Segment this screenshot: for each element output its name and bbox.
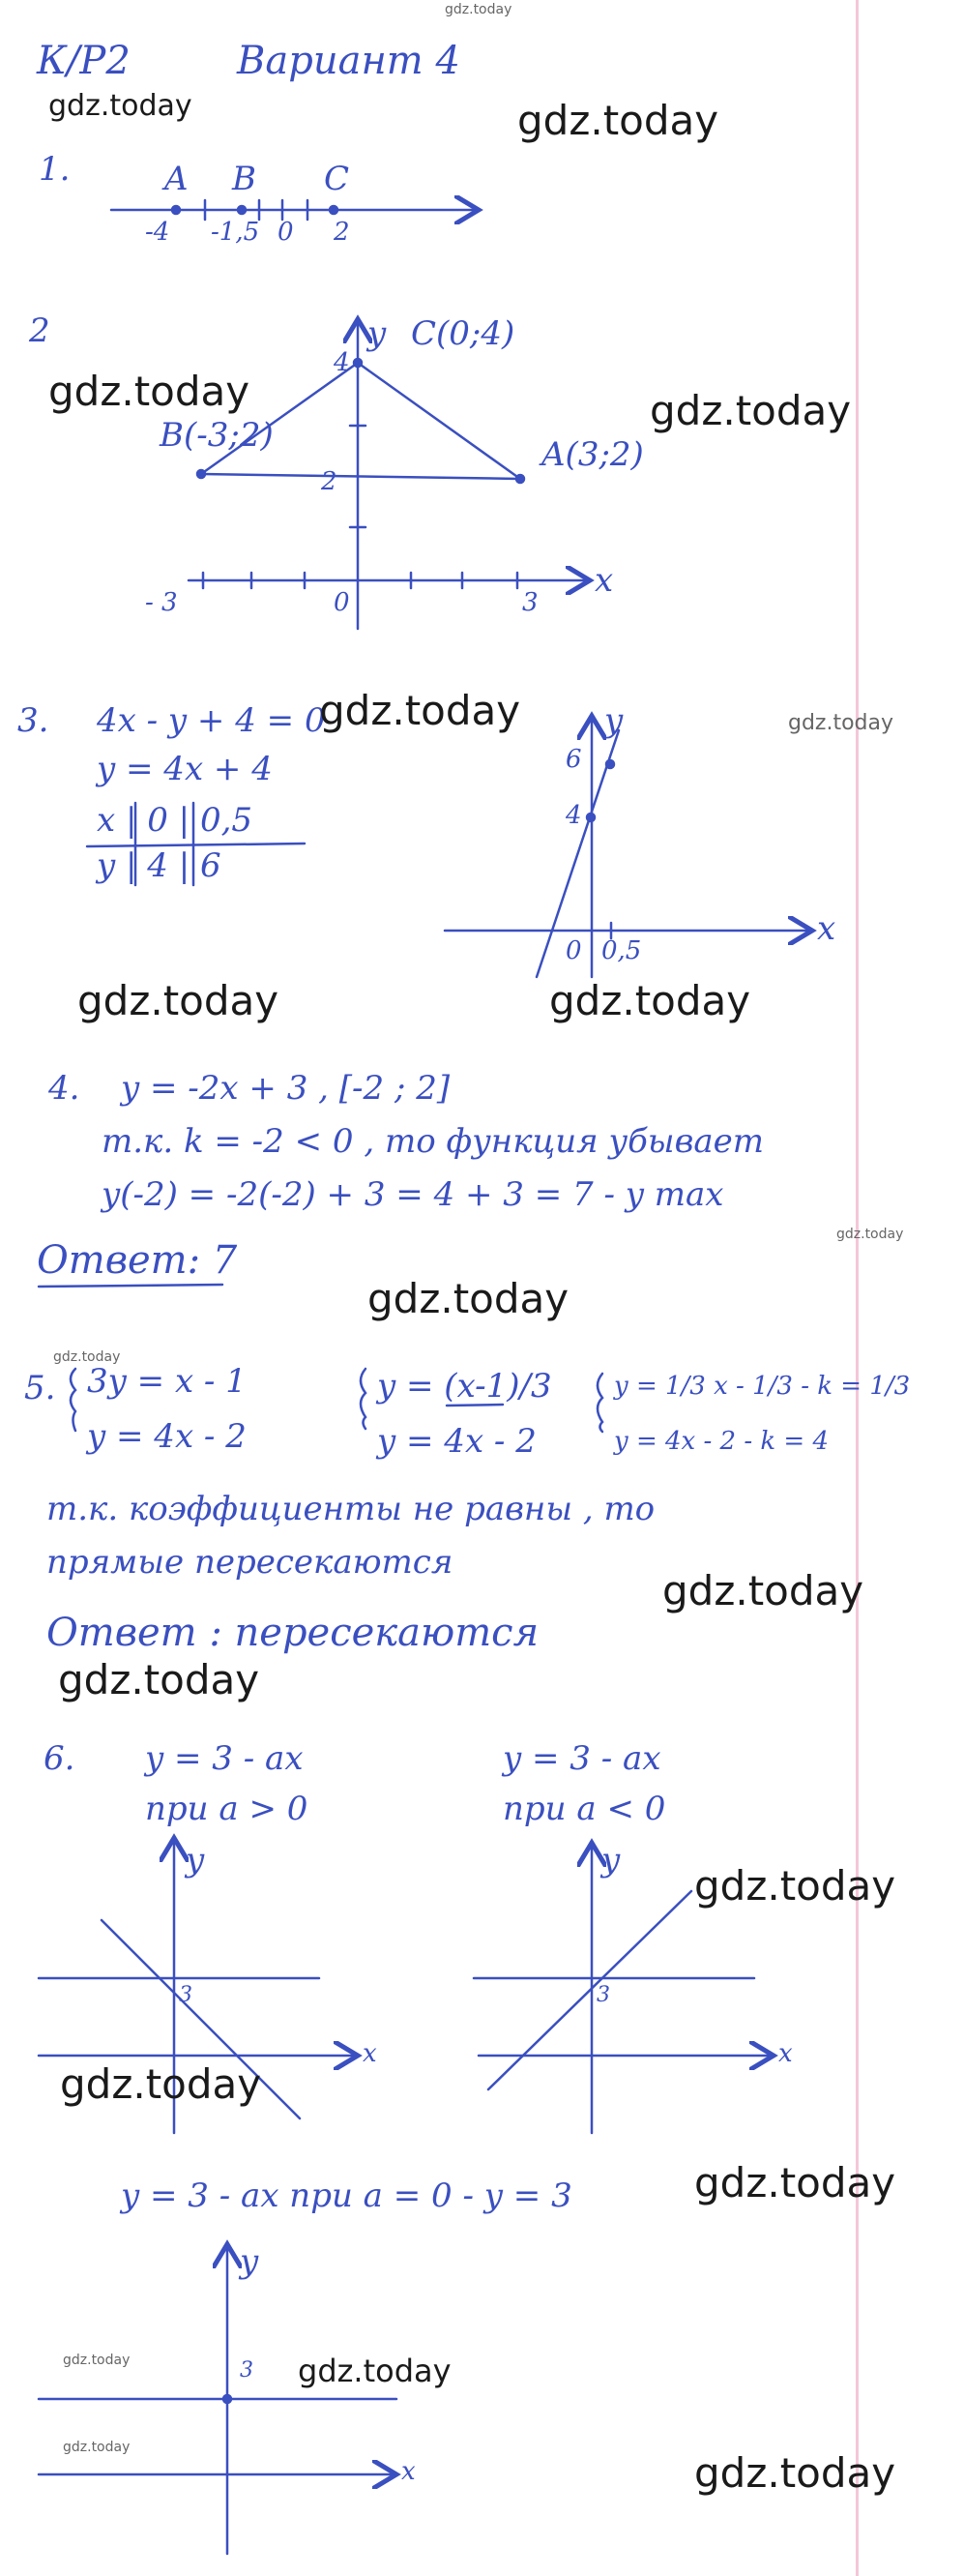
task1-point-b-label: B — [232, 160, 256, 198]
task4-answer: Ответ: 7 — [37, 1238, 238, 1283]
task1-point-c — [330, 206, 337, 214]
task6-right-y-axis-label: y — [601, 1841, 621, 1880]
task3-equation: 4x - y + 4 = 0 — [97, 701, 326, 740]
watermark: gdz.today — [58, 1656, 260, 1703]
task5-line-1: т.к. коэффициенты не равны , то — [46, 1490, 656, 1528]
task1-tick-0: 0 — [278, 218, 294, 247]
watermark: gdz.today — [77, 977, 279, 1024]
task3-tick-0: 0 — [566, 936, 582, 965]
task5-system-2b: y = 4x - 2 — [377, 1422, 537, 1461]
task1-tick-minus4: -4 — [145, 218, 170, 247]
task2-point-b-label: B(-3;2) — [160, 416, 274, 455]
task6-bottom-equation: y = 3 - ax при a = 0 - y = 3 — [121, 2176, 572, 2215]
task3-x-axis-label: x — [817, 909, 836, 948]
task5-system-3b: y = 4x - 2 - k = 4 — [614, 1427, 829, 1456]
task2-tick-3: 3 — [522, 588, 539, 617]
watermark: gdz.today — [650, 387, 852, 434]
task5-line-2: прямые пересекаются — [46, 1543, 453, 1582]
task6-right-equation: y = 3 - ax — [503, 1739, 661, 1778]
header-variant: Вариант 4 — [237, 39, 460, 83]
watermark: gdz.today — [63, 2440, 131, 2455]
task6-bottom-y-axis-label: y — [240, 2242, 259, 2281]
task1-point-a — [172, 206, 180, 214]
task2-tick-2: 2 — [321, 467, 337, 496]
task1-tick-minus1-5: -1,5 — [211, 218, 260, 247]
task2-triangle-ba — [201, 474, 520, 479]
task5-system-1a: 3y = x - 1 — [87, 1362, 247, 1401]
task2-point-c-label: C(0;4) — [411, 314, 515, 353]
task6-left-condition: при a > 0 — [145, 1790, 308, 1828]
task6-left-equation: y = 3 - ax — [145, 1739, 304, 1778]
task3-y-axis-label: y — [604, 701, 624, 740]
watermark: gdz.today — [48, 89, 192, 123]
task5-system-3a: y = 1/3 x - 1/3 - k = 1/3 — [614, 1372, 911, 1401]
task2-triangle-ca — [358, 363, 520, 479]
task5-answer: Ответ : пересекаются — [46, 1611, 540, 1655]
task6-bottom-x-axis-label: x — [401, 2457, 416, 2486]
task6-right-tick-3: 3 — [597, 1983, 610, 2007]
task1-point-a-label: A — [164, 160, 189, 198]
watermark: gdz.today — [694, 2159, 896, 2206]
task3-number: 3. — [17, 701, 49, 740]
task6-left-tick-3: 3 — [179, 1983, 192, 2007]
watermark: gdz.today — [788, 711, 894, 735]
task3-tick-0-5: 0,5 — [601, 936, 642, 965]
task3-tick-6: 6 — [566, 745, 582, 774]
task2-tick-4: 4 — [334, 348, 350, 377]
watermark: gdz.today — [517, 97, 719, 144]
task3-table-y-row: y | 4 | 6 — [97, 846, 221, 885]
task4-line-3: y(-2) = -2(-2) + 3 = 4 + 3 = 7 - y max — [102, 1175, 724, 1214]
task1-tick-2: 2 — [334, 218, 350, 247]
task6-right-x-axis-label: x — [778, 2039, 793, 2068]
task2-tick-0: 0 — [334, 588, 350, 617]
task1-point-c-label: C — [324, 160, 350, 198]
task6-number: 6. — [44, 1739, 75, 1778]
task6-bottom-tick-3: 3 — [240, 2358, 253, 2383]
task3-table-x-row: x | 0 | 0,5 — [97, 801, 253, 840]
task2-x-axis-label: x — [595, 561, 614, 600]
header-kr: К/Р2 — [37, 39, 131, 83]
watermark: gdz.today — [319, 687, 521, 734]
watermark-top: gdz.today — [445, 2, 512, 17]
task3-tick-4: 4 — [566, 801, 582, 830]
watermark: gdz.today — [549, 977, 751, 1024]
task1-number: 1. — [39, 150, 71, 189]
task5-system-2a: y = (x-1)/3 — [377, 1367, 552, 1406]
task2-tick-minus3: - 3 — [145, 588, 178, 617]
watermark: gdz.today — [836, 1227, 904, 1242]
watermark: gdz.today — [694, 1862, 896, 1910]
watermark: gdz.today — [60, 2060, 262, 2108]
watermark: gdz.today — [48, 368, 250, 415]
task3-equation-2: y = 4x + 4 — [97, 750, 273, 788]
task6-right-condition: при a < 0 — [503, 1790, 666, 1828]
task4-line-2: т.к. k = -2 < 0 , то функция убывает — [102, 1122, 765, 1161]
task2-point-a-label: A(3;2) — [541, 435, 644, 474]
watermark: gdz.today — [694, 2449, 896, 2497]
task5-system-1b: y = 4x - 2 — [87, 1417, 247, 1456]
watermark: gdz.today — [53, 1349, 121, 1365]
task6-right-line — [488, 1891, 691, 2089]
task6-left-x-axis-label: x — [363, 2039, 377, 2068]
watermark: gdz.today — [662, 1567, 864, 1614]
watermark: gdz.today — [63, 2353, 131, 2368]
watermark: gdz.today — [298, 2353, 452, 2389]
task6-left-y-axis-label: y — [186, 1841, 205, 1880]
task4-line-1: y = -2x + 3 , [-2 ; 2] — [121, 1069, 451, 1108]
task1-point-b — [238, 206, 246, 214]
watermark: gdz.today — [367, 1275, 570, 1322]
task2-y-axis-label: y — [367, 314, 387, 353]
task5-number: 5. — [24, 1369, 56, 1407]
task2-number: 2 — [29, 311, 50, 350]
task4-number: 4. — [48, 1069, 80, 1108]
